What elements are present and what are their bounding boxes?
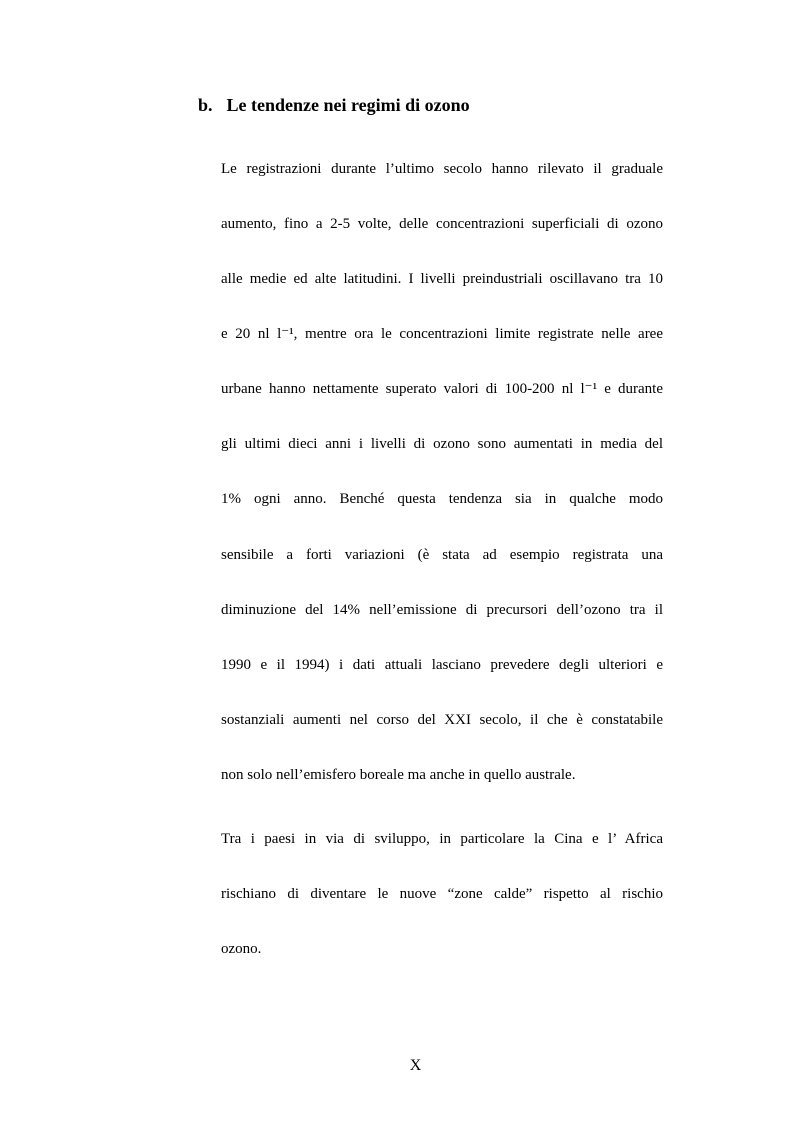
text-line: rischiano di diventare le nuove “zone calde” rispetto al rischio [221, 886, 663, 902]
text-line: sostanziali aumenti nel corso del XXI secolo, il che è constatabile [221, 712, 663, 728]
section-number: b. [198, 95, 213, 115]
page-number: X [409, 1057, 422, 1074]
text-line: gli ultimi dieci anni i livelli di ozono sono aumentati in media del [221, 436, 663, 452]
text-line: sensibile a forti variazioni (è stata ad esempio registrata una [221, 547, 663, 563]
section-heading [198, 95, 470, 116]
text-line: Le registrazioni durante l’ultimo secolo hanno rilevato il graduale [221, 161, 663, 177]
section-title: Le tendenze nei regimi di ozono [226, 95, 470, 115]
text-line: urbane hanno nettamente superato valori di 100-200 nl l⁻¹ e durante [221, 381, 663, 397]
text-line: non solo nell’emisfero boreale ma anche in quello australe. [221, 767, 576, 783]
text-line: 1% ogni anno. Benché questa tendenza sia in qualche modo [221, 491, 663, 507]
text-line: e 20 nl l⁻¹, mentre ora le concentrazioni limite registrate nelle aree [221, 326, 663, 342]
text-line: diminuzione del 14% nell’emissione di precursori dell’ozono tra il [221, 602, 663, 618]
text-line: alle medie ed alte latitudini. I livelli preindustriali oscillavano tra 10 [221, 271, 663, 287]
text-line: aumento, fino a 2-5 volte, delle concentrazioni superficiali di ozono [221, 216, 663, 232]
text-line: Tra i paesi in via di sviluppo, in particolare la Cina e l’ Africa [221, 831, 663, 847]
text-line: ozono. [221, 941, 262, 957]
text-line: 1990 e il 1994) i dati attuali lasciano prevedere degli ulteriori e [221, 657, 663, 673]
